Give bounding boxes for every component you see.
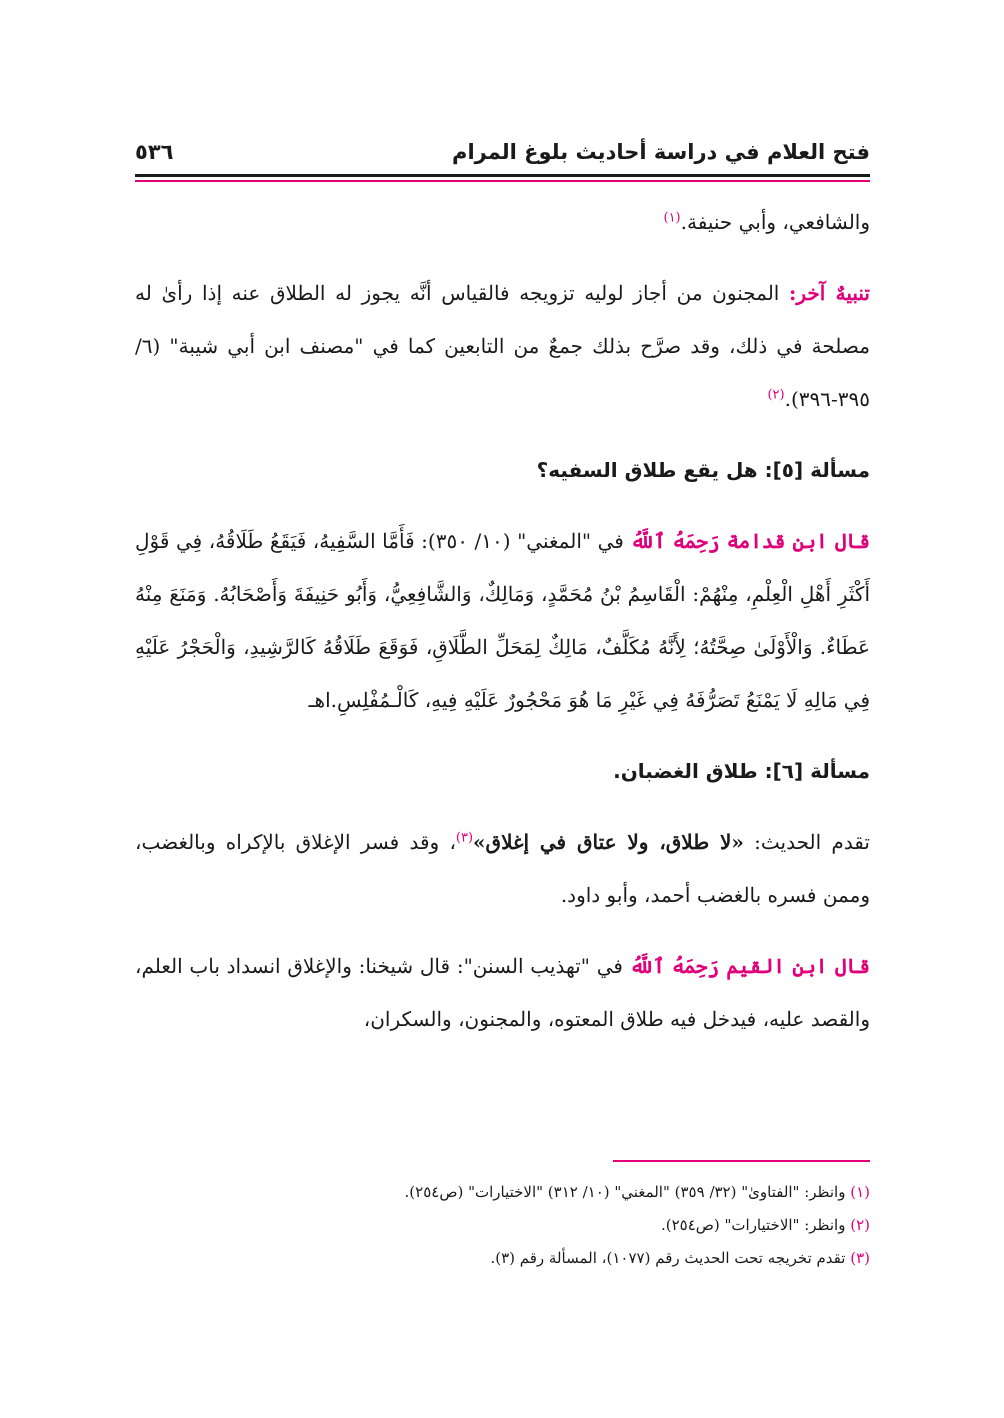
paragraph-text: : قال شيخنا: والإغلاق انسداد باب العلم، والقصد عليه، فيدخل فيه طلاق المعتوه، والمجنون، والسكران، bbox=[135, 954, 870, 1031]
masala-title: طلاق الغضبان. bbox=[613, 759, 765, 783]
paragraph-text: في bbox=[589, 954, 630, 978]
footnote-number: (١) bbox=[850, 1183, 870, 1201]
footnote-number: (٢) bbox=[850, 1216, 870, 1234]
footnote-ref-2[interactable]: (٢) bbox=[767, 387, 785, 403]
masala-label: مسألة [٦]: bbox=[764, 759, 870, 783]
header-rule-dark bbox=[135, 174, 870, 177]
paragraph-text: (١٠/ ٣٥٠): فَأَمَّا السَّفِيهُ، فَيَقَعُ طَلَاقُهُ، فِي قَوْلِ أَكْثَرِ أَهْلِ الْعِلْمِ، مِنْهُمْ: الْقَاسِمُ بْنُ مُحَمَّدٍ، وَمَالِكٌ، وَالشَّافِعِيُّ، وَأَبُو حَنِيفَةَ وَأَصْحَابُهُ. وَمَنَعَ مِنْهُ عَطَاءٌ. وَالْأَوْلَىٰ صِحَّتُهُ؛ لِأَنَّهُ مُكَلَّفٌ، مَالِكٌ لِمَحَلِّ الطَّلَاقِ، فَوَقَعَ طَلَاقُهُ كَالرَّشِيدِ، وَالْحَجْرُ عَلَيْهِ فِي مَالِهِ لَا يَمْنَعُ تَصَرُّفَهُ فِي غَيْرِ مَا هُوَ مَحْجُورٌ عَلَيْهِ فِيهِ، كَالْـمُفْلِسِ.اهـ bbox=[135, 529, 870, 712]
scholar-name: قال ابن قدامة bbox=[726, 529, 870, 553]
footnote-3 bbox=[135, 1242, 870, 1275]
page-header bbox=[135, 132, 870, 172]
footnote-1 bbox=[135, 1176, 870, 1209]
footnote-text: تقدم تخريجه تحت الحديث رقم (١٠٧٧)، المسألة رقم (٣). bbox=[490, 1249, 851, 1267]
honorific: رَحِمَهُ ٱللَّهُ bbox=[630, 529, 727, 553]
footnote-text: وانظر: "الاختيارات" (ص٢٥٤). bbox=[660, 1216, 851, 1234]
masala-title: هل يقع طلاق السفيه؟ bbox=[536, 458, 765, 482]
note-label: تنبيهٌ آخر: bbox=[789, 281, 870, 305]
scholar-name: قال ابن القيم bbox=[726, 954, 871, 978]
source-title: "تهذيب السنن" bbox=[463, 954, 590, 978]
paragraph-text: تقدم الحديث: bbox=[743, 830, 870, 854]
paragraph-3 bbox=[135, 515, 870, 727]
paragraph-text: (٦/ ٣٩٥-٣٩٦). bbox=[135, 334, 870, 411]
paragraph-text: المجنون من أجاز لوليه تزويجه فالقياس أنَّه يجوز له الطلاق عنه إذا رأىٰ له مصلحة في ذلك، وقد صرَّح بذلك جمعٌ من التابعين كما في bbox=[135, 281, 870, 358]
paragraph-5 bbox=[135, 940, 870, 1046]
main-text bbox=[135, 196, 870, 1064]
footnote-2 bbox=[135, 1209, 870, 1242]
masala-5-heading bbox=[135, 444, 870, 497]
page-number: ٥٣٦ bbox=[135, 140, 174, 164]
paragraph-2 bbox=[135, 267, 870, 426]
paragraph-text: والشافعي، وأبي حنيفة. bbox=[680, 210, 870, 234]
book-title: فتح العلام في دراسة أحاديث بلوغ المرام bbox=[452, 140, 870, 164]
paragraph-1 bbox=[135, 196, 870, 249]
header-rule-pink bbox=[135, 180, 870, 182]
masala-label: مسألة [٥]: bbox=[764, 458, 870, 482]
paragraph-4 bbox=[135, 816, 870, 922]
masala-6-heading bbox=[135, 745, 870, 798]
paragraph-text: في bbox=[591, 529, 631, 553]
source-title: "مصنف ابن أبي شيبة" bbox=[169, 334, 364, 358]
footnotes bbox=[135, 1176, 870, 1275]
honorific: رَحِمَهُ ٱللَّهُ bbox=[629, 954, 727, 978]
footnote-number: (٣) bbox=[850, 1249, 870, 1267]
footnote-text: وانظر: "الفتاوىٰ" (٣٢/ ٣٥٩) "المغني" (١٠/ ٣١٢) "الاختيارات" (ص٢٥٤). bbox=[404, 1183, 851, 1201]
source-title: "المغني" bbox=[517, 529, 592, 553]
paragraph-text: ، وقد فسر الإغلاق بالإكراه وبالغضب، وممن فسره بالغضب أحمد، وأبو داود. bbox=[135, 830, 870, 907]
footnote-ref-1[interactable]: (١) bbox=[663, 210, 681, 226]
footnote-separator bbox=[613, 1160, 870, 1162]
footnote-ref-3[interactable]: (٣) bbox=[455, 830, 474, 846]
hadith-text: «لا طلاق، ولا عتاق في إغلاق» bbox=[473, 830, 744, 854]
